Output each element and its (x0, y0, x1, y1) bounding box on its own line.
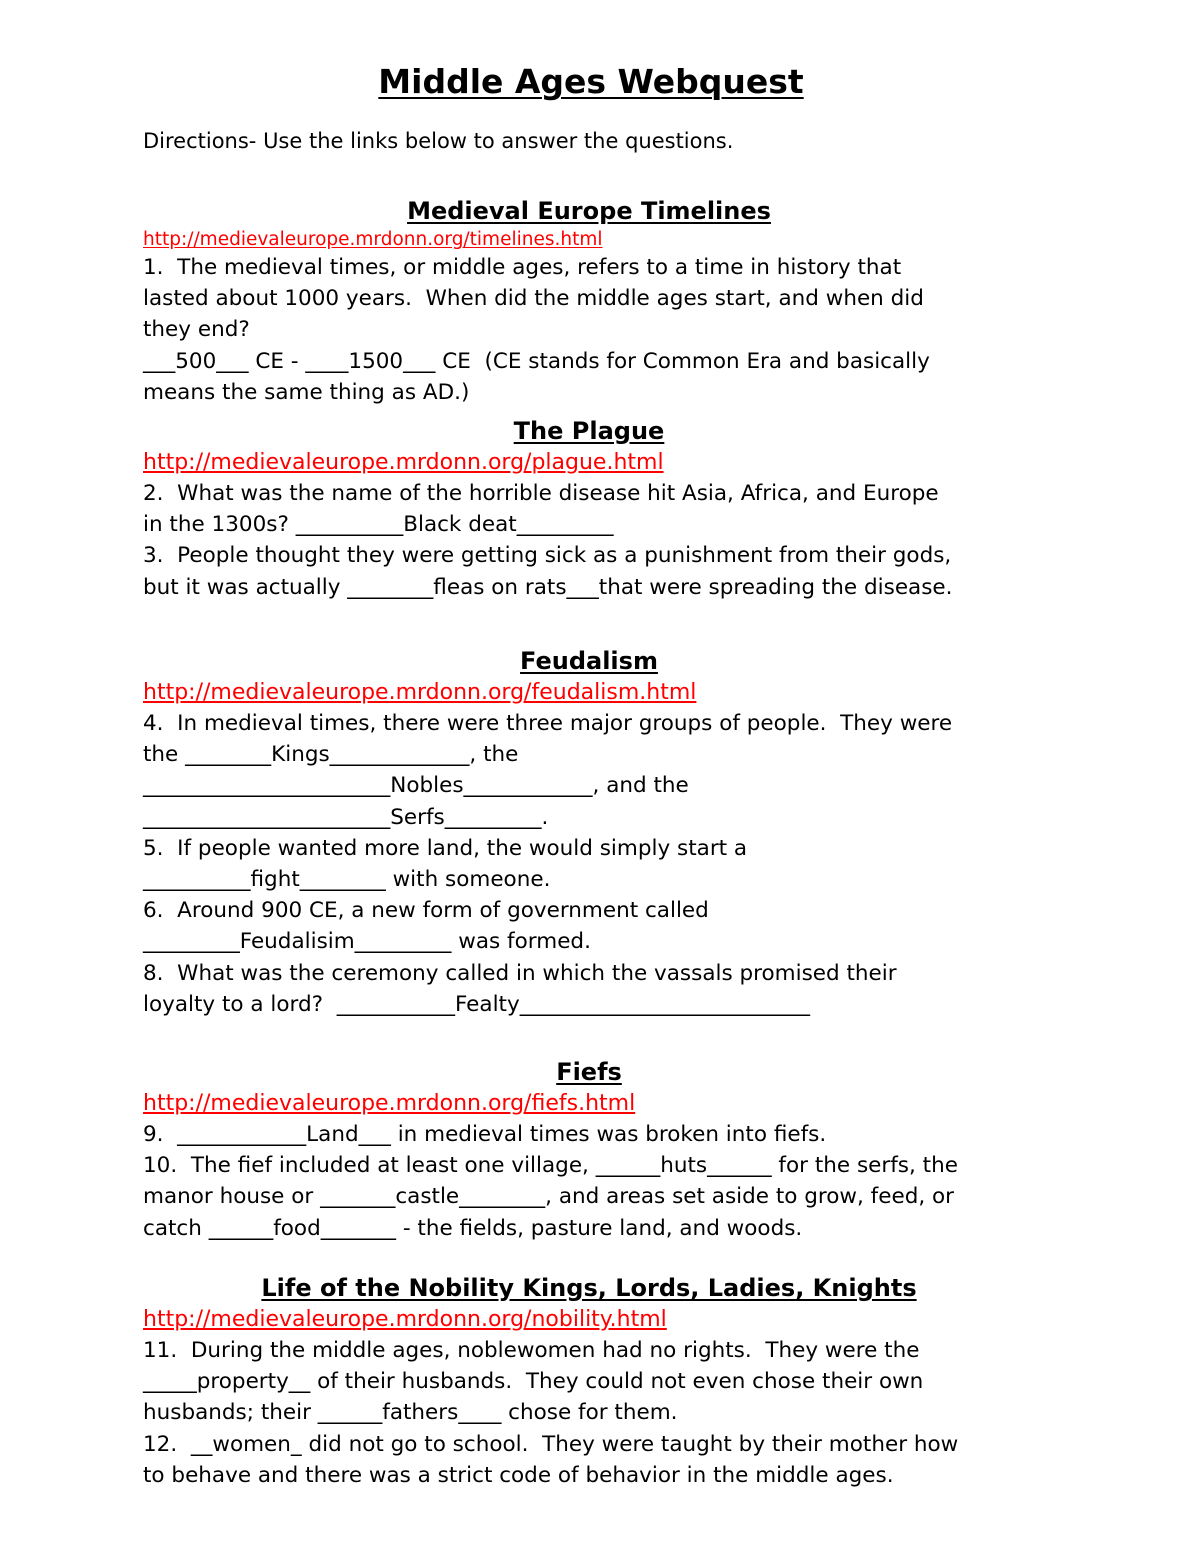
answer-line: husbands; their ______fathers____ chose for them. (143, 1400, 678, 1426)
question-line: means the same thing as AD.) (143, 379, 470, 405)
question-line: 4. In medieval times, there were three major groups of people. They were (143, 711, 953, 736)
question-line: 6. Around 900 CE, a new form of government called (143, 898, 709, 924)
nobility-link[interactable]: http://medievaleurope.mrdonn.org/nobility.html (143, 1307, 667, 1332)
feudalism-link[interactable]: http://medievaleurope.mrdonn.org/feudalism.html (143, 680, 697, 705)
section-heading: The Plague (513, 417, 665, 445)
question-line: 3. People thought they were getting sick as a punishment from their gods, (143, 543, 952, 569)
question-line: 1. The medieval times, or middle ages, refers to a time in history that (143, 255, 902, 280)
section-heading: Medieval Europe Timelines (407, 197, 771, 225)
answer-line: __________fight________ with someone. (143, 867, 551, 893)
questions-9-10 (143, 1119, 1043, 1244)
answer-line: _______________________Serfs_________. (143, 804, 549, 830)
answer-line: _________Feudalisim_________ was formed. (143, 929, 591, 955)
question-line: 2. What was the name of the horrible disease hit Asia, Africa, and Europe (143, 481, 939, 506)
question-line: they end? (143, 317, 250, 343)
section-nobility (143, 1274, 1043, 1491)
section-heading: Fiefs (556, 1058, 622, 1086)
answer-line: 12. __women_ did not go to school. They were taught by their mother how (143, 1431, 959, 1457)
question-1 (143, 252, 1043, 408)
answer-line: loyalty to a lord? ___________Fealty___________________________ (143, 991, 810, 1017)
question-line: 5. If people wanted more land, the would simply start a (143, 835, 748, 861)
timelines-link[interactable]: http://medievaleurope.mrdonn.org/timelines.html (143, 229, 603, 250)
answer-line: _____property__ of their husbands. They could not even chose their own (143, 1369, 924, 1395)
section-heading: Feudalism (520, 647, 658, 675)
section-timelines (143, 197, 1043, 408)
answer-line: but it was actually ________fleas on rats___that were spreading the disease. (143, 574, 953, 600)
questions-2-3 (143, 478, 1043, 603)
question-line: lasted about 1000 years. When did the middle ages start, and when did (143, 286, 924, 312)
answer-line: catch ______food_______ - the fields, pasture land, and woods. (143, 1215, 803, 1241)
page-title: Middle Ages Webquest (378, 62, 804, 101)
answer-line: manor house or _______castle________, and areas set aside to grow, feed, or (143, 1184, 955, 1210)
plague-link[interactable]: http://medievaleurope.mrdonn.org/plague.html (143, 450, 664, 475)
answer-line: 10. The fief included at least one village, ______huts______ for the serfs, the (143, 1153, 958, 1179)
directions-text: Directions- Use the links below to answer the questions. (143, 129, 734, 153)
section-plague (143, 417, 1043, 603)
fiefs-link[interactable]: http://medievaleurope.mrdonn.org/fiefs.html (143, 1091, 636, 1116)
questions-4-8 (143, 708, 1043, 1020)
section-heading: Life of the Nobility Kings, Lords, Ladies, Knights (261, 1274, 917, 1302)
answer-line: _______________________Nobles____________, and the (143, 773, 689, 799)
question-line: 11. During the middle ages, noblewomen had no rights. They were the (143, 1338, 920, 1363)
answer-line: ___500___ CE - ____1500___ CE (CE stands for Common Era and basically (143, 348, 930, 374)
answer-line: the ________Kings_____________, the (143, 742, 519, 768)
question-line: to behave and there was a strict code of behavior in the middle ages. (143, 1462, 894, 1488)
section-fiefs (143, 1058, 1043, 1244)
section-feudalism (143, 647, 1043, 1020)
question-line: 8. What was the ceremony called in which the vassals promised their (143, 960, 897, 986)
answer-line: in the 1300s? __________Black deat_________ (143, 512, 614, 538)
questions-11-12 (143, 1335, 1043, 1491)
answer-line: 9. ____________Land___ in medieval times was broken into fiefs. (143, 1122, 827, 1147)
